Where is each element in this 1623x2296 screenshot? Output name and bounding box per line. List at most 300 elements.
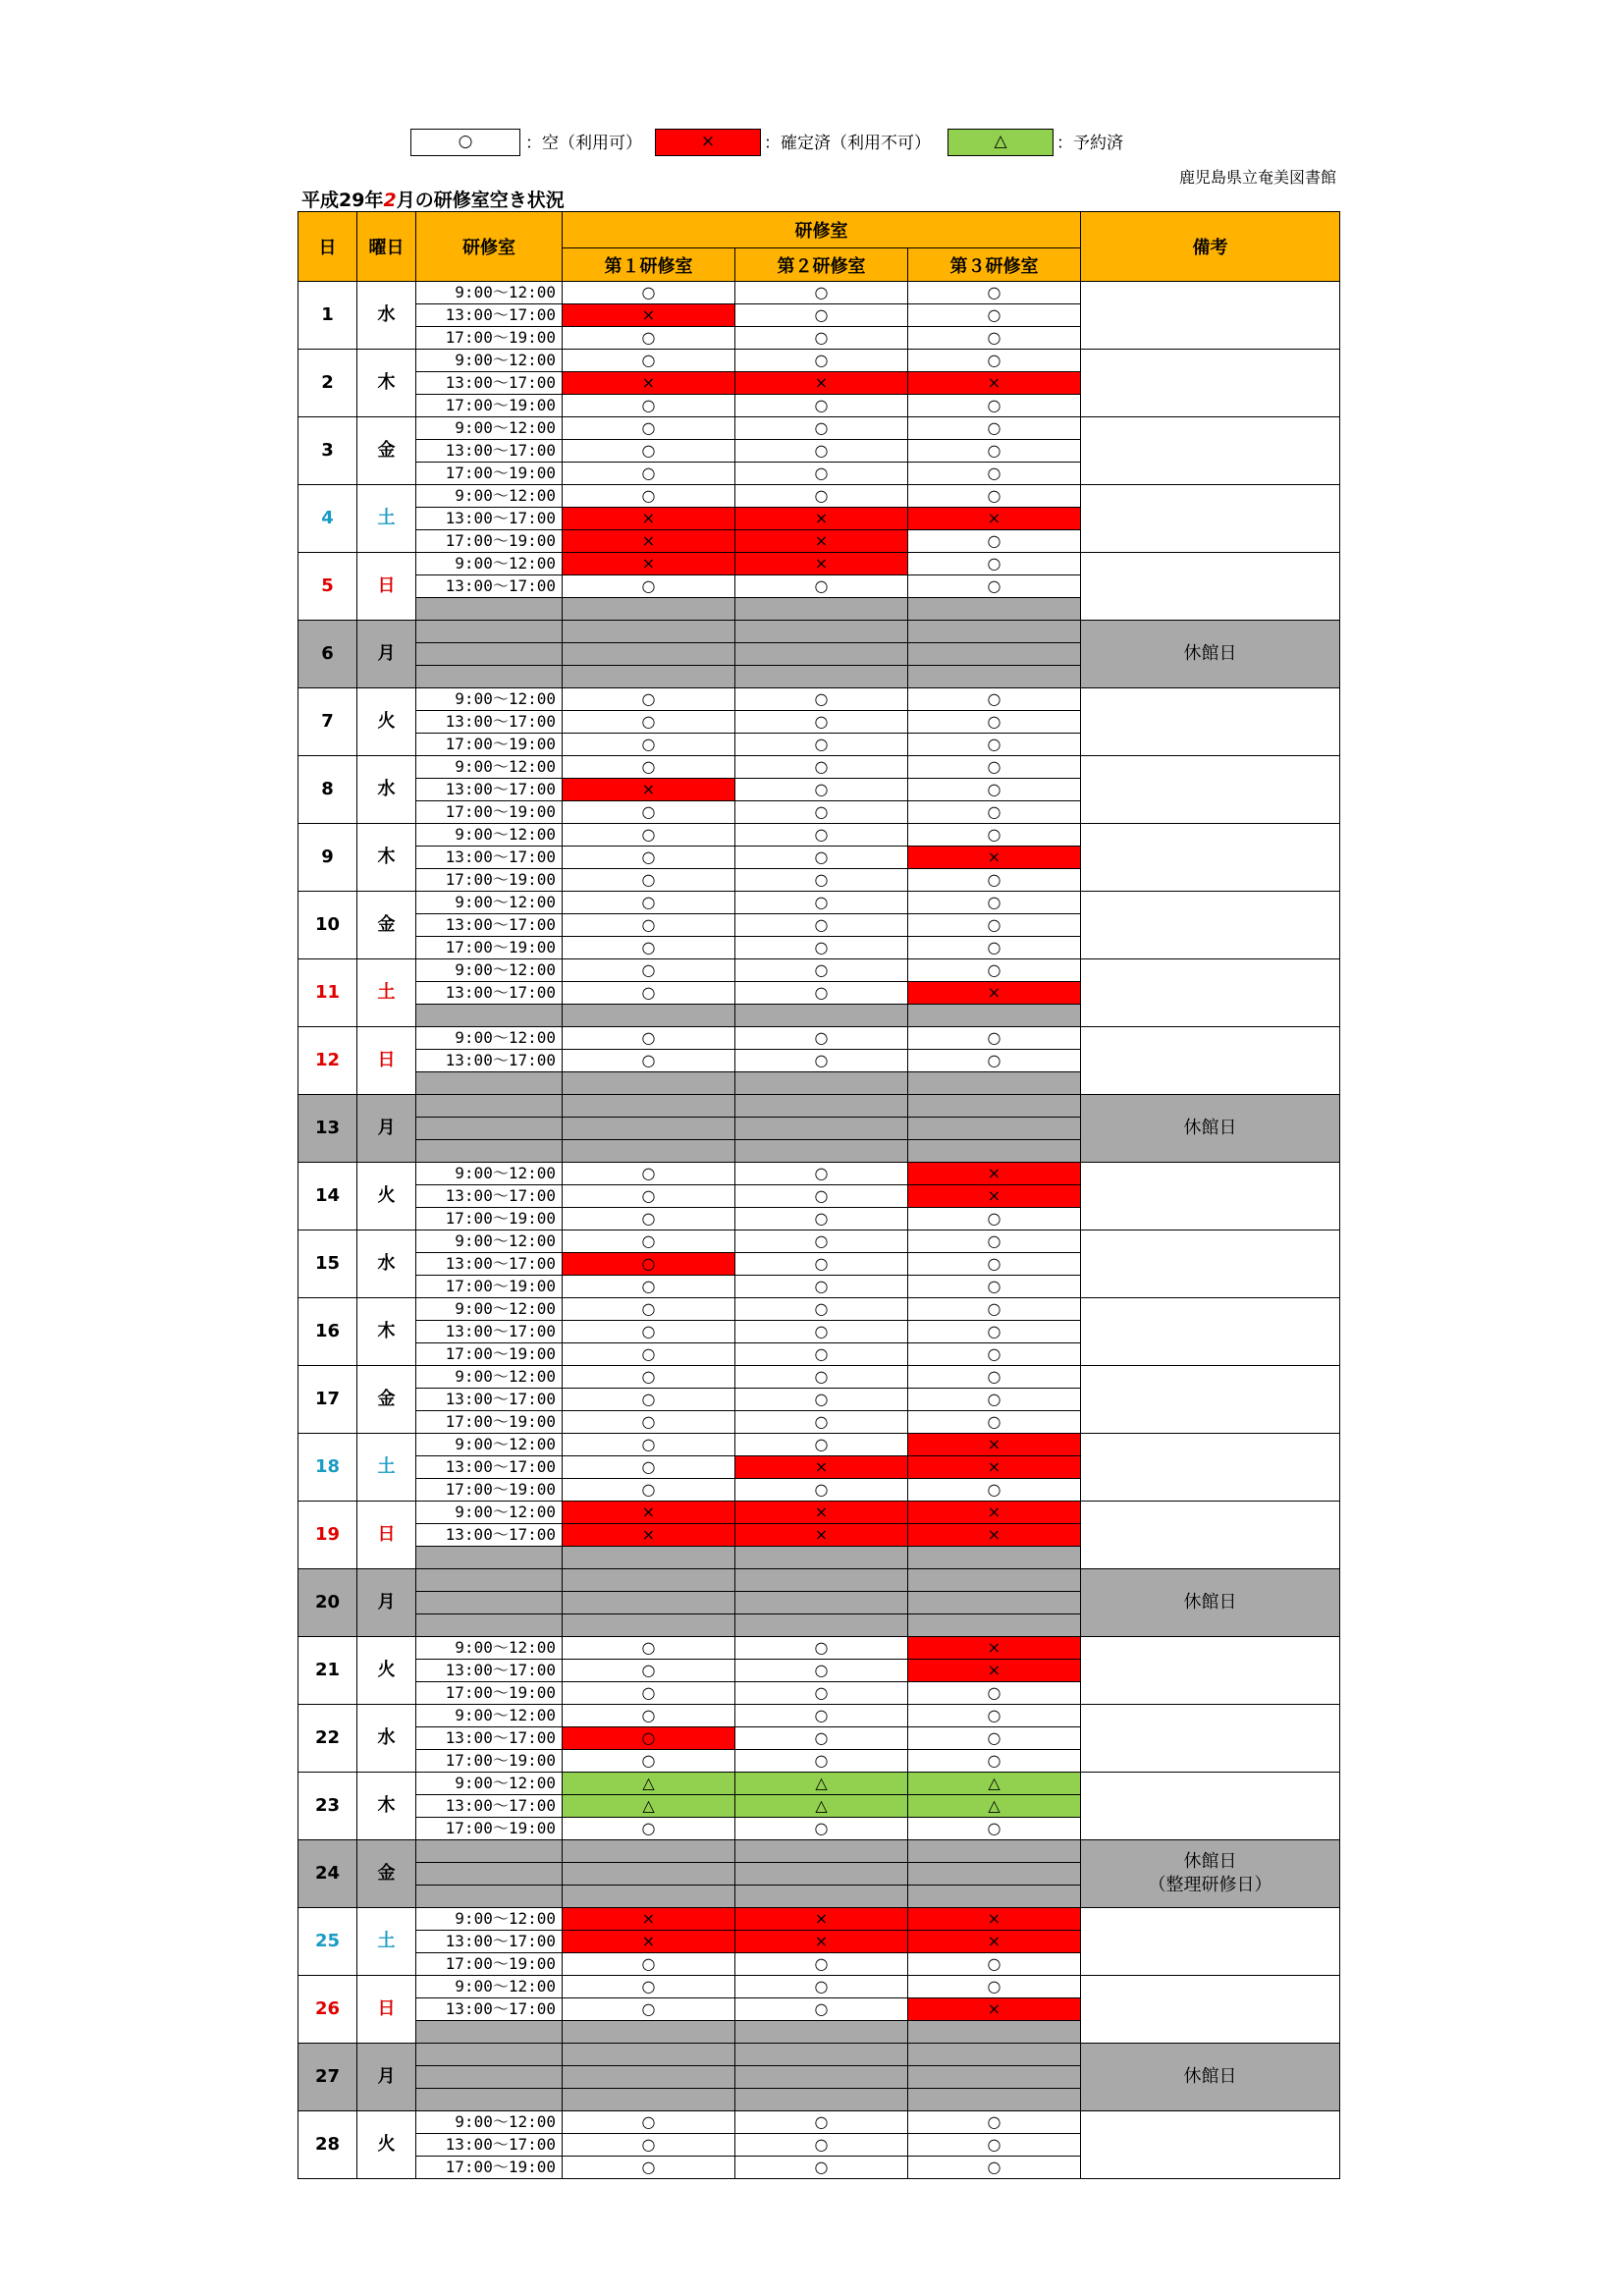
room-2-status: ○ — [735, 327, 908, 350]
room-2-status: ○ — [735, 417, 908, 440]
time-slot: 9:00～12:00 — [416, 1502, 563, 1524]
room-2-status: ○ — [735, 1727, 908, 1750]
header-room-group: 研修室 — [563, 212, 1081, 248]
time-slot — [416, 666, 563, 688]
room-2-status: △ — [735, 1795, 908, 1818]
day-number: 20 — [298, 1569, 357, 1637]
room-3-status: ○ — [908, 395, 1081, 417]
room-3-status: ○ — [908, 1750, 1081, 1773]
title-month: 2 — [383, 190, 397, 211]
day-number: 2 — [298, 350, 357, 417]
room-2-status: ○ — [735, 1343, 908, 1366]
day-number: 17 — [298, 1366, 357, 1434]
time-slot: 13:00～17:00 — [416, 847, 563, 869]
weekday: 月 — [357, 2044, 416, 2111]
room-3-status: ○ — [908, 304, 1081, 327]
room-3-status: ○ — [908, 711, 1081, 734]
room-3-status: ○ — [908, 1682, 1081, 1705]
time-slot — [416, 1840, 563, 1863]
weekday: 月 — [357, 621, 416, 688]
weekday: 金 — [357, 417, 416, 485]
room-1-status: △ — [563, 1773, 735, 1795]
table-row — [298, 1027, 1340, 1050]
weekday: 日 — [357, 1502, 416, 1569]
time-slot: 17:00～19:00 — [416, 1411, 563, 1434]
room-2-status: ○ — [735, 1750, 908, 1773]
notes-cell — [1081, 1230, 1340, 1298]
room-3-status — [908, 1095, 1081, 1118]
room-2-status — [735, 1095, 908, 1118]
room-3-status: ○ — [908, 734, 1081, 756]
room-3-status: ○ — [908, 2111, 1081, 2134]
room-1-status: ○ — [563, 1050, 735, 1072]
time-slot: 9:00～12:00 — [416, 1027, 563, 1050]
room-1-status: ○ — [563, 1637, 735, 1660]
room-1-status — [563, 1118, 735, 1140]
time-slot: 13:00～17:00 — [416, 711, 563, 734]
time-slot: 9:00～12:00 — [416, 1298, 563, 1321]
day-number: 26 — [298, 1976, 357, 2044]
room-3-status: ○ — [908, 1253, 1081, 1276]
table-row — [298, 2044, 1340, 2066]
room-1-status — [563, 2066, 735, 2089]
room-2-status: ○ — [735, 1163, 908, 1185]
day-number: 16 — [298, 1298, 357, 1366]
notes-cell — [1081, 1027, 1340, 1095]
room-1-status: × — [563, 1502, 735, 1524]
room-1-status: ○ — [563, 869, 735, 892]
time-slot: 13:00～17:00 — [416, 1456, 563, 1479]
weekday: 土 — [357, 485, 416, 553]
time-slot — [416, 598, 563, 621]
room-3-status: ○ — [908, 1411, 1081, 1434]
time-slot: 9:00～12:00 — [416, 1163, 563, 1185]
time-slot: 17:00～19:00 — [416, 1953, 563, 1976]
day-number: 9 — [298, 824, 357, 892]
weekday: 金 — [357, 1840, 416, 1908]
room-3-status — [908, 1547, 1081, 1569]
time-slot: 13:00～17:00 — [416, 1524, 563, 1547]
time-slot: 17:00～19:00 — [416, 463, 563, 485]
day-number: 10 — [298, 892, 357, 959]
room-3-status — [908, 1886, 1081, 1908]
room-1-status: ○ — [563, 1185, 735, 1208]
notes-cell — [1081, 1366, 1340, 1434]
time-slot: 9:00～12:00 — [416, 282, 563, 304]
weekday: 金 — [357, 892, 416, 959]
legend-available-label: ：空（利用可） — [525, 134, 642, 153]
table-row — [298, 553, 1340, 575]
room-2-status — [735, 1140, 908, 1163]
room-3-status: ○ — [908, 553, 1081, 575]
room-2-status: ○ — [735, 1050, 908, 1072]
room-1-status: ○ — [563, 282, 735, 304]
room-3-status: ○ — [908, 1389, 1081, 1411]
room-3-status: △ — [908, 1795, 1081, 1818]
time-slot: 13:00～17:00 — [416, 1727, 563, 1750]
room-2-status: ○ — [735, 350, 908, 372]
time-slot: 17:00～19:00 — [416, 1208, 563, 1230]
day-number: 27 — [298, 2044, 357, 2111]
room-3-status — [908, 2044, 1081, 2066]
time-slot — [416, 643, 563, 666]
room-2-status: ○ — [735, 1276, 908, 1298]
room-2-status: ○ — [735, 892, 908, 914]
room-3-status: ○ — [908, 1479, 1081, 1502]
room-3-status — [908, 666, 1081, 688]
notes-cell — [1081, 756, 1340, 824]
room-1-status — [563, 1072, 735, 1095]
time-slot: 9:00～12:00 — [416, 350, 563, 372]
room-2-status: ○ — [735, 1185, 908, 1208]
room-2-status: ○ — [735, 1818, 908, 1840]
day-number: 19 — [298, 1502, 357, 1569]
room-3-status: ○ — [908, 575, 1081, 598]
room-3-status: ○ — [908, 824, 1081, 847]
legend-confirmed-swatch: × — [655, 129, 761, 156]
table-row — [298, 282, 1340, 304]
room-1-status: ○ — [563, 1727, 735, 1750]
room-1-status: × — [563, 779, 735, 801]
day-number: 1 — [298, 282, 357, 350]
time-slot — [416, 1118, 563, 1140]
room-3-status: ○ — [908, 463, 1081, 485]
room-2-status — [735, 2044, 908, 2066]
room-3-status: ○ — [908, 440, 1081, 463]
room-2-status: ○ — [735, 959, 908, 982]
room-1-status: ○ — [563, 417, 735, 440]
room-2-status — [735, 621, 908, 643]
room-2-status: ○ — [735, 1253, 908, 1276]
room-3-status: × — [908, 847, 1081, 869]
time-slot: 13:00～17:00 — [416, 1795, 563, 1818]
room-2-status: ○ — [735, 440, 908, 463]
room-1-status: ○ — [563, 982, 735, 1005]
room-2-status: ○ — [735, 1637, 908, 1660]
room-1-status: ○ — [563, 801, 735, 824]
room-2-status: ○ — [735, 1366, 908, 1389]
time-slot: 17:00～19:00 — [416, 327, 563, 350]
room-3-status: × — [908, 1660, 1081, 1682]
weekday: 日 — [357, 553, 416, 621]
table-row — [298, 1298, 1340, 1321]
time-slot — [416, 2066, 563, 2089]
time-slot: 13:00～17:00 — [416, 508, 563, 530]
room-1-status — [563, 1095, 735, 1118]
time-slot: 13:00～17:00 — [416, 1998, 563, 2021]
room-3-status: × — [908, 1502, 1081, 1524]
room-1-status: × — [563, 1931, 735, 1953]
time-slot: 17:00～19:00 — [416, 801, 563, 824]
notes-cell: 休館日 — [1081, 621, 1340, 688]
table-row — [298, 1569, 1340, 1592]
room-1-status: ○ — [563, 824, 735, 847]
room-2-status — [735, 1118, 908, 1140]
time-slot: 9:00～12:00 — [416, 959, 563, 982]
table-row — [298, 485, 1340, 508]
room-3-status: ○ — [908, 1976, 1081, 1998]
room-1-status — [563, 1140, 735, 1163]
room-1-status: ○ — [563, 847, 735, 869]
room-1-status: ○ — [563, 2111, 735, 2134]
room-2-status — [735, 1569, 908, 1592]
room-2-status — [735, 2089, 908, 2111]
room-1-status: ○ — [563, 395, 735, 417]
room-2-status: ○ — [735, 847, 908, 869]
room-3-status: ○ — [908, 914, 1081, 937]
time-slot: 9:00～12:00 — [416, 1705, 563, 1727]
room-3-status: × — [908, 1908, 1081, 1931]
page-title — [301, 186, 565, 212]
day-number: 23 — [298, 1773, 357, 1840]
time-slot: 17:00～19:00 — [416, 1343, 563, 1366]
room-1-status: ○ — [563, 892, 735, 914]
room-1-status: ○ — [563, 756, 735, 779]
room-2-status — [735, 598, 908, 621]
header-room-column: 研修室 — [416, 212, 563, 282]
notes-cell — [1081, 553, 1340, 621]
table-row — [298, 1502, 1340, 1524]
room-2-status: ○ — [735, 2134, 908, 2157]
room-2-status: ○ — [735, 1230, 908, 1253]
time-slot: 13:00～17:00 — [416, 1253, 563, 1276]
notes-cell — [1081, 350, 1340, 417]
room-3-status: ○ — [908, 417, 1081, 440]
time-slot: 13:00～17:00 — [416, 1050, 563, 1072]
room-2-status: △ — [735, 1773, 908, 1795]
day-number: 24 — [298, 1840, 357, 1908]
room-2-status: ○ — [735, 711, 908, 734]
room-2-status: ○ — [735, 1434, 908, 1456]
room-1-status — [563, 643, 735, 666]
room-2-status — [735, 2066, 908, 2089]
table-row — [298, 1976, 1340, 1998]
time-slot: 13:00～17:00 — [416, 2134, 563, 2157]
room-1-status: ○ — [563, 734, 735, 756]
time-slot — [416, 2021, 563, 2044]
notes-cell — [1081, 892, 1340, 959]
time-slot — [416, 1569, 563, 1592]
table-row — [298, 688, 1340, 711]
room-1-status: × — [563, 508, 735, 530]
room-2-status: ○ — [735, 2157, 908, 2179]
room-2-status — [735, 1547, 908, 1569]
weekday: 土 — [357, 1434, 416, 1502]
room-1-status: ○ — [563, 711, 735, 734]
room-2-status: ○ — [735, 1976, 908, 1998]
time-slot — [416, 621, 563, 643]
room-2-status: ○ — [735, 869, 908, 892]
room-2-status: ○ — [735, 914, 908, 937]
time-slot: 9:00～12:00 — [416, 1773, 563, 1795]
room-2-status — [735, 1863, 908, 1886]
room-1-status: ○ — [563, 1456, 735, 1479]
room-1-status: × — [563, 553, 735, 575]
time-slot: 17:00～19:00 — [416, 530, 563, 553]
room-2-status: ○ — [735, 1479, 908, 1502]
table-body — [298, 282, 1340, 2179]
room-1-status: ○ — [563, 1321, 735, 1343]
room-3-status: ○ — [908, 282, 1081, 304]
time-slot — [416, 1547, 563, 1569]
weekday: 火 — [357, 1163, 416, 1230]
room-3-status — [908, 2021, 1081, 2044]
table-row — [298, 1840, 1340, 1863]
room-3-status: ○ — [908, 779, 1081, 801]
room-1-status: ○ — [563, 1434, 735, 1456]
time-slot — [416, 1592, 563, 1614]
time-slot: 13:00～17:00 — [416, 1931, 563, 1953]
room-3-status: ○ — [908, 1050, 1081, 1072]
table-row — [298, 417, 1340, 440]
time-slot: 9:00～12:00 — [416, 1976, 563, 1998]
header-notes: 備考 — [1081, 212, 1340, 282]
table-row — [298, 1637, 1340, 1660]
room-2-status: ○ — [735, 1389, 908, 1411]
room-2-status: × — [735, 530, 908, 553]
room-1-status: ○ — [563, 440, 735, 463]
weekday: 水 — [357, 282, 416, 350]
room-2-status — [735, 1614, 908, 1637]
room-1-status — [563, 666, 735, 688]
room-1-status: ○ — [563, 1343, 735, 1366]
room-2-status: ○ — [735, 1953, 908, 1976]
notes-cell — [1081, 1976, 1340, 2044]
title-prefix: 平成29年 — [301, 190, 384, 211]
header-weekday: 曜日 — [357, 212, 416, 282]
room-3-status — [908, 2089, 1081, 2111]
room-1-status: ○ — [563, 1253, 735, 1276]
room-1-status: ○ — [563, 1998, 735, 2021]
room-1-status: × — [563, 530, 735, 553]
room-1-status — [563, 1840, 735, 1863]
table-row — [298, 824, 1340, 847]
room-1-status: ○ — [563, 1682, 735, 1705]
time-slot: 17:00～19:00 — [416, 869, 563, 892]
notes-cell — [1081, 1163, 1340, 1230]
room-3-status: × — [908, 1456, 1081, 1479]
room-3-status: ○ — [908, 1953, 1081, 1976]
room-3-status: ○ — [908, 1027, 1081, 1050]
room-1-status: ○ — [563, 1230, 735, 1253]
room-1-status: ○ — [563, 688, 735, 711]
room-1-status: ○ — [563, 327, 735, 350]
weekday: 火 — [357, 688, 416, 756]
weekday: 土 — [357, 1908, 416, 1976]
room-1-status — [563, 1886, 735, 1908]
time-slot — [416, 1140, 563, 1163]
notes-cell — [1081, 1637, 1340, 1705]
day-number: 15 — [298, 1230, 357, 1298]
room-3-status: ○ — [908, 327, 1081, 350]
table-row — [298, 1366, 1340, 1389]
room-1-status: ○ — [563, 575, 735, 598]
room-2-status: × — [735, 372, 908, 395]
room-availability-table — [298, 211, 1340, 2179]
table-row — [298, 350, 1340, 372]
time-slot — [416, 1863, 563, 1886]
notes-cell — [1081, 824, 1340, 892]
room-3-status: ○ — [908, 688, 1081, 711]
notes-cell: 休館日 （整理研修日） — [1081, 1840, 1340, 1908]
room-2-status: ○ — [735, 485, 908, 508]
table-row — [298, 756, 1340, 779]
notes-cell — [1081, 1298, 1340, 1366]
room-3-status — [908, 1614, 1081, 1637]
legend-confirmed-label: ：確定済（利用不可） — [764, 134, 931, 153]
time-slot: 13:00～17:00 — [416, 982, 563, 1005]
room-3-status: ○ — [908, 1366, 1081, 1389]
room-3-status: ○ — [908, 1818, 1081, 1840]
room-1-status — [563, 2021, 735, 2044]
day-number: 3 — [298, 417, 357, 485]
table-row — [298, 1773, 1340, 1795]
legend-available-swatch: ○ — [410, 129, 520, 156]
time-slot — [416, 1095, 563, 1118]
room-1-status: ○ — [563, 937, 735, 959]
time-slot: 9:00～12:00 — [416, 1908, 563, 1931]
notes-cell — [1081, 688, 1340, 756]
room-3-status — [908, 1840, 1081, 1863]
notes-cell — [1081, 417, 1340, 485]
room-3-status: ○ — [908, 869, 1081, 892]
room-1-status: ○ — [563, 1750, 735, 1773]
room-3-status: ○ — [908, 530, 1081, 553]
weekday: 火 — [357, 2111, 416, 2179]
notes-cell — [1081, 1502, 1340, 1569]
time-slot: 17:00～19:00 — [416, 1818, 563, 1840]
weekday: 木 — [357, 1298, 416, 1366]
room-3-status: × — [908, 1434, 1081, 1456]
room-1-status — [563, 2044, 735, 2066]
time-slot — [416, 1614, 563, 1637]
time-slot: 17:00～19:00 — [416, 1750, 563, 1773]
legend-reserved-swatch: △ — [947, 129, 1054, 156]
room-3-status: ○ — [908, 756, 1081, 779]
time-slot: 13:00～17:00 — [416, 575, 563, 598]
room-1-status: ○ — [563, 1027, 735, 1050]
room-2-status: ○ — [735, 282, 908, 304]
time-slot: 13:00～17:00 — [416, 1321, 563, 1343]
room-3-status: × — [908, 1931, 1081, 1953]
room-2-status: ○ — [735, 2111, 908, 2134]
day-number: 5 — [298, 553, 357, 621]
header-room-3: 第３研修室 — [908, 248, 1081, 282]
day-number: 13 — [298, 1095, 357, 1163]
time-slot — [416, 1072, 563, 1095]
room-3-status — [908, 1005, 1081, 1027]
room-2-status: × — [735, 1456, 908, 1479]
weekday: 金 — [357, 1366, 416, 1434]
notes-cell: 休館日 — [1081, 1095, 1340, 1163]
notes-cell — [1081, 282, 1340, 350]
day-number: 11 — [298, 959, 357, 1027]
room-3-status: ○ — [908, 1727, 1081, 1750]
room-2-status: ○ — [735, 937, 908, 959]
room-2-status: ○ — [735, 1682, 908, 1705]
time-slot: 9:00～12:00 — [416, 417, 563, 440]
time-slot: 13:00～17:00 — [416, 1185, 563, 1208]
day-number: 6 — [298, 621, 357, 688]
header-day: 日 — [298, 212, 357, 282]
notes-cell — [1081, 485, 1340, 553]
room-3-status: ○ — [908, 1343, 1081, 1366]
room-3-status: ○ — [908, 959, 1081, 982]
room-3-status: × — [908, 1524, 1081, 1547]
time-slot — [416, 2044, 563, 2066]
room-2-status: ○ — [735, 734, 908, 756]
room-2-status: ○ — [735, 756, 908, 779]
